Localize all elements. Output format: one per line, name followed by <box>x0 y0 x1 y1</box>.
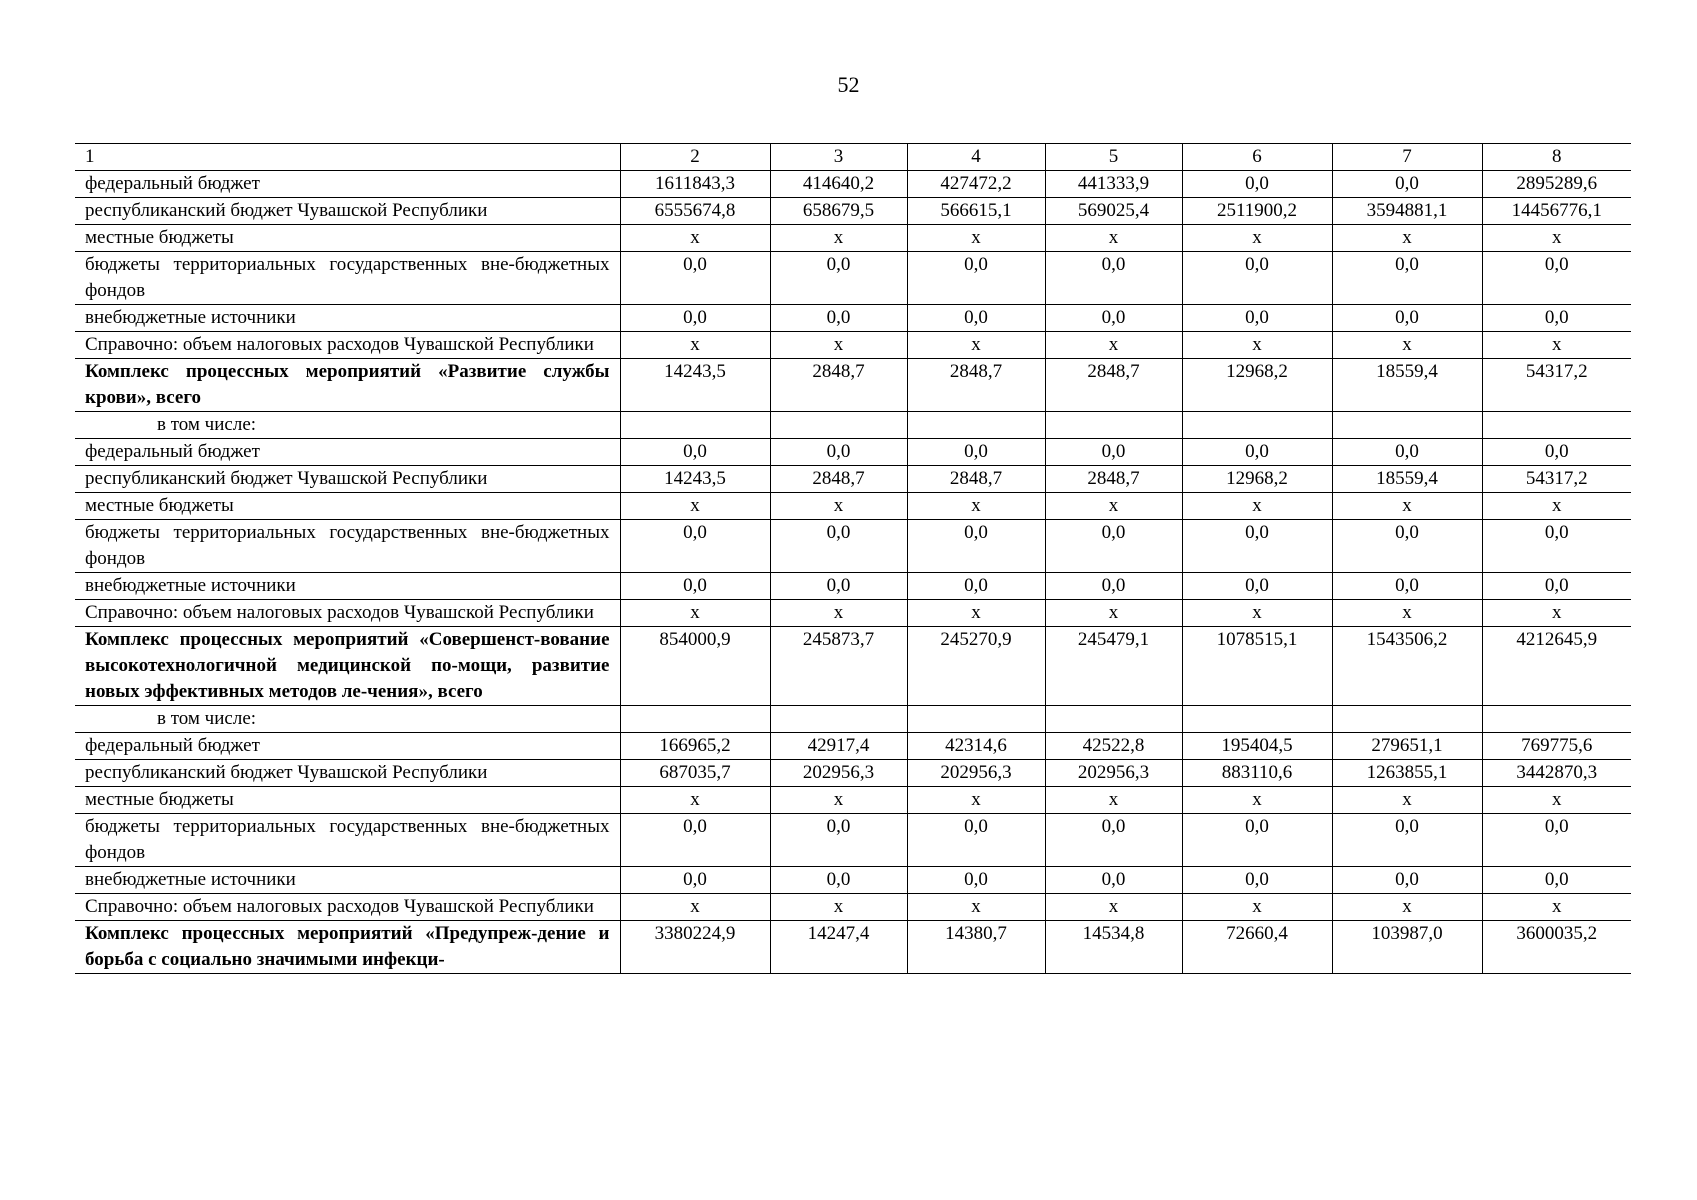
value-cell: 42917,4 <box>770 733 907 760</box>
value-cell: 0,0 <box>1482 573 1631 600</box>
header-cell: 3 <box>770 144 907 171</box>
value-cell: 0,0 <box>907 573 1045 600</box>
value-cell: x <box>1332 600 1482 627</box>
value-cell: 1263855,1 <box>1332 760 1482 787</box>
value-cell: x <box>1182 225 1332 252</box>
value-cell: x <box>1332 493 1482 520</box>
value-cell: x <box>620 787 770 814</box>
value-cell: 0,0 <box>1045 520 1182 573</box>
value-cell: 0,0 <box>620 573 770 600</box>
value-cell: 14534,8 <box>1045 921 1182 974</box>
value-cell: 18559,4 <box>1332 359 1482 412</box>
row-label: внебюджетные источники <box>75 867 620 894</box>
value-cell: 0,0 <box>770 520 907 573</box>
value-cell: 2848,7 <box>1045 466 1182 493</box>
value-cell: x <box>1332 225 1482 252</box>
value-cell: x <box>770 600 907 627</box>
value-cell: x <box>907 787 1045 814</box>
row-label: федеральный бюджет <box>75 439 620 466</box>
value-cell: 0,0 <box>1482 814 1631 867</box>
table-row <box>75 198 1631 225</box>
value-cell: 0,0 <box>1182 439 1332 466</box>
value-cell: 0,0 <box>1332 814 1482 867</box>
value-cell: 14243,5 <box>620 359 770 412</box>
table-row <box>75 520 1631 573</box>
value-cell: 441333,9 <box>1045 171 1182 198</box>
value-cell: 0,0 <box>1182 867 1332 894</box>
row-label: федеральный бюджет <box>75 171 620 198</box>
value-cell: 245270,9 <box>907 627 1045 706</box>
value-cell: 2848,7 <box>907 466 1045 493</box>
value-cell: 2511900,2 <box>1182 198 1332 225</box>
row-label: внебюджетные источники <box>75 305 620 332</box>
value-cell: 14456776,1 <box>1482 198 1631 225</box>
value-cell: 0,0 <box>770 867 907 894</box>
value-cell: x <box>907 225 1045 252</box>
value-cell <box>1482 412 1631 439</box>
row-label: бюджеты территориальных государственных вне-бюджетных фондов <box>75 520 620 573</box>
table-row <box>75 760 1631 787</box>
table-row <box>75 814 1631 867</box>
value-cell: x <box>1482 493 1631 520</box>
value-cell: 42522,8 <box>1045 733 1182 760</box>
value-cell <box>1182 412 1332 439</box>
value-cell: 0,0 <box>1045 252 1182 305</box>
value-cell <box>770 706 907 733</box>
row-label: местные бюджеты <box>75 787 620 814</box>
value-cell: 0,0 <box>1182 171 1332 198</box>
value-cell <box>1045 412 1182 439</box>
value-cell: x <box>907 493 1045 520</box>
subheading-row <box>75 706 1631 733</box>
value-cell: 12968,2 <box>1182 359 1332 412</box>
table-row <box>75 867 1631 894</box>
value-cell: 3600035,2 <box>1482 921 1631 974</box>
row-label: Справочно: объем налоговых расходов Чувашской Республики <box>75 894 620 921</box>
value-cell: 3594881,1 <box>1332 198 1482 225</box>
value-cell: x <box>770 225 907 252</box>
row-label: бюджеты территориальных государственных вне-бюджетных фондов <box>75 252 620 305</box>
table-body <box>75 144 1631 974</box>
value-cell: 569025,4 <box>1045 198 1182 225</box>
header-cell: 5 <box>1045 144 1182 171</box>
value-cell: x <box>1482 894 1631 921</box>
value-cell: 0,0 <box>907 520 1045 573</box>
row-label: в том числе: <box>75 706 620 733</box>
value-cell <box>1332 412 1482 439</box>
section-total-row <box>75 359 1631 412</box>
value-cell: 0,0 <box>1182 252 1332 305</box>
value-cell: x <box>1482 600 1631 627</box>
header-cell: 1 <box>75 144 620 171</box>
table-row <box>75 225 1631 252</box>
header-cell: 2 <box>620 144 770 171</box>
value-cell: x <box>907 332 1045 359</box>
value-cell: 0,0 <box>1045 573 1182 600</box>
row-label: федеральный бюджет <box>75 733 620 760</box>
row-label: в том числе: <box>75 412 620 439</box>
value-cell: x <box>1182 787 1332 814</box>
value-cell: 0,0 <box>1482 252 1631 305</box>
table-row <box>75 252 1631 305</box>
value-cell: 202956,3 <box>770 760 907 787</box>
value-cell: 0,0 <box>1045 867 1182 894</box>
value-cell: 0,0 <box>1332 252 1482 305</box>
value-cell: x <box>1482 332 1631 359</box>
value-cell: 6555674,8 <box>620 198 770 225</box>
value-cell <box>907 706 1045 733</box>
value-cell: 854000,9 <box>620 627 770 706</box>
header-cell: 7 <box>1332 144 1482 171</box>
row-label: Справочно: объем налоговых расходов Чувашской Республики <box>75 332 620 359</box>
value-cell: x <box>1045 894 1182 921</box>
value-cell: 0,0 <box>1045 305 1182 332</box>
row-label: Комплекс процессных мероприятий «Совершенст-вование высокотехнологичной медицинской по-мощи, развитие новых эффективных методов ле-чения», всего <box>75 627 620 706</box>
value-cell: x <box>907 894 1045 921</box>
value-cell: 0,0 <box>1332 573 1482 600</box>
value-cell: 72660,4 <box>1182 921 1332 974</box>
value-cell: 0,0 <box>907 439 1045 466</box>
value-cell: x <box>1045 225 1182 252</box>
value-cell: 0,0 <box>907 867 1045 894</box>
value-cell: 769775,6 <box>1482 733 1631 760</box>
value-cell: x <box>770 493 907 520</box>
table-row <box>75 305 1631 332</box>
value-cell: x <box>620 493 770 520</box>
value-cell: 0,0 <box>620 439 770 466</box>
value-cell: 0,0 <box>907 814 1045 867</box>
value-cell: x <box>1045 787 1182 814</box>
value-cell: 14243,5 <box>620 466 770 493</box>
value-cell: x <box>1045 332 1182 359</box>
row-label: бюджеты территориальных государственных вне-бюджетных фондов <box>75 814 620 867</box>
value-cell <box>1332 706 1482 733</box>
value-cell: x <box>907 600 1045 627</box>
page-number: 52 <box>837 72 860 97</box>
value-cell <box>1482 706 1631 733</box>
value-cell: x <box>1045 493 1182 520</box>
value-cell: 0,0 <box>1482 305 1631 332</box>
value-cell: 0,0 <box>1332 867 1482 894</box>
value-cell: x <box>620 332 770 359</box>
table-row <box>75 573 1631 600</box>
value-cell: 2895289,6 <box>1482 171 1631 198</box>
value-cell: 54317,2 <box>1482 359 1631 412</box>
value-cell: x <box>770 894 907 921</box>
value-cell: 2848,7 <box>907 359 1045 412</box>
value-cell: x <box>770 787 907 814</box>
row-label: Справочно: объем налоговых расходов Чувашской Республики <box>75 600 620 627</box>
value-cell: 0,0 <box>1182 573 1332 600</box>
value-cell: 0,0 <box>1332 520 1482 573</box>
value-cell: 414640,2 <box>770 171 907 198</box>
value-cell: 0,0 <box>620 305 770 332</box>
value-cell: x <box>620 600 770 627</box>
value-cell: 0,0 <box>770 573 907 600</box>
value-cell: 0,0 <box>1045 439 1182 466</box>
header-cell: 4 <box>907 144 1045 171</box>
value-cell: 0,0 <box>1332 171 1482 198</box>
header-cell: 8 <box>1482 144 1631 171</box>
section-total-row <box>75 627 1631 706</box>
value-cell: 0,0 <box>1332 305 1482 332</box>
value-cell: 1611843,3 <box>620 171 770 198</box>
table-row <box>75 332 1631 359</box>
value-cell: 0,0 <box>620 814 770 867</box>
value-cell: 1543506,2 <box>1332 627 1482 706</box>
row-label: республиканский бюджет Чувашской Республики <box>75 466 620 493</box>
value-cell: x <box>1332 787 1482 814</box>
table-row <box>75 493 1631 520</box>
table-row <box>75 733 1631 760</box>
header-row <box>75 144 1631 171</box>
value-cell: x <box>620 225 770 252</box>
value-cell: 0,0 <box>1182 520 1332 573</box>
value-cell: 14380,7 <box>907 921 1045 974</box>
table-row <box>75 787 1631 814</box>
value-cell: x <box>1182 332 1332 359</box>
value-cell: 0,0 <box>1482 867 1631 894</box>
value-cell: 883110,6 <box>1182 760 1332 787</box>
value-cell: x <box>1182 600 1332 627</box>
value-cell: 3442870,3 <box>1482 760 1631 787</box>
value-cell <box>907 412 1045 439</box>
value-cell: 427472,2 <box>907 171 1045 198</box>
value-cell: 42314,6 <box>907 733 1045 760</box>
value-cell <box>1182 706 1332 733</box>
value-cell: 279651,1 <box>1332 733 1482 760</box>
value-cell: 0,0 <box>620 867 770 894</box>
value-cell: 2848,7 <box>770 466 907 493</box>
value-cell: 4212645,9 <box>1482 627 1631 706</box>
value-cell: 658679,5 <box>770 198 907 225</box>
value-cell: x <box>1332 894 1482 921</box>
section-total-row <box>75 921 1631 974</box>
header-cell: 6 <box>1182 144 1332 171</box>
value-cell: 12968,2 <box>1182 466 1332 493</box>
value-cell: x <box>1045 600 1182 627</box>
value-cell <box>770 412 907 439</box>
value-cell: 0,0 <box>770 814 907 867</box>
table-row <box>75 894 1631 921</box>
value-cell: 0,0 <box>1482 439 1631 466</box>
value-cell: 0,0 <box>1182 305 1332 332</box>
table-row <box>75 466 1631 493</box>
budget-table <box>75 143 1631 974</box>
value-cell: 2848,7 <box>770 359 907 412</box>
value-cell <box>1045 706 1182 733</box>
value-cell: 54317,2 <box>1482 466 1631 493</box>
value-cell: 0,0 <box>620 252 770 305</box>
row-label: местные бюджеты <box>75 493 620 520</box>
value-cell: 0,0 <box>907 252 1045 305</box>
value-cell: 245873,7 <box>770 627 907 706</box>
value-cell: 0,0 <box>1182 814 1332 867</box>
value-cell: 0,0 <box>770 305 907 332</box>
value-cell: 687035,7 <box>620 760 770 787</box>
row-label: внебюджетные источники <box>75 573 620 600</box>
value-cell: 2848,7 <box>1045 359 1182 412</box>
value-cell: 0,0 <box>907 305 1045 332</box>
row-label: Комплекс процессных мероприятий «Предупреж-дение и борьба с социально значимыми инфекци- <box>75 921 620 974</box>
value-cell: 14247,4 <box>770 921 907 974</box>
value-cell: 245479,1 <box>1045 627 1182 706</box>
value-cell: 0,0 <box>1332 439 1482 466</box>
row-label: республиканский бюджет Чувашской Республики <box>75 760 620 787</box>
value-cell: 0,0 <box>620 520 770 573</box>
row-label: Комплекс процессных мероприятий «Развитие службы крови», всего <box>75 359 620 412</box>
value-cell: 103987,0 <box>1332 921 1482 974</box>
table-row <box>75 600 1631 627</box>
value-cell: 1078515,1 <box>1182 627 1332 706</box>
value-cell: x <box>1482 225 1631 252</box>
subheading-row <box>75 412 1631 439</box>
value-cell: 566615,1 <box>907 198 1045 225</box>
table-row <box>75 171 1631 198</box>
value-cell <box>620 706 770 733</box>
value-cell: 0,0 <box>1045 814 1182 867</box>
value-cell: x <box>1182 894 1332 921</box>
value-cell: x <box>1182 493 1332 520</box>
value-cell: 166965,2 <box>620 733 770 760</box>
row-label: местные бюджеты <box>75 225 620 252</box>
value-cell: 202956,3 <box>1045 760 1182 787</box>
value-cell: 0,0 <box>770 252 907 305</box>
value-cell: x <box>770 332 907 359</box>
value-cell: 0,0 <box>1482 520 1631 573</box>
row-label: республиканский бюджет Чувашской Республики <box>75 198 620 225</box>
value-cell: 195404,5 <box>1182 733 1332 760</box>
value-cell <box>620 412 770 439</box>
value-cell: x <box>620 894 770 921</box>
value-cell: x <box>1482 787 1631 814</box>
value-cell: 18559,4 <box>1332 466 1482 493</box>
value-cell: 0,0 <box>770 439 907 466</box>
value-cell: x <box>1332 332 1482 359</box>
table-row <box>75 439 1631 466</box>
value-cell: 3380224,9 <box>620 921 770 974</box>
value-cell: 202956,3 <box>907 760 1045 787</box>
